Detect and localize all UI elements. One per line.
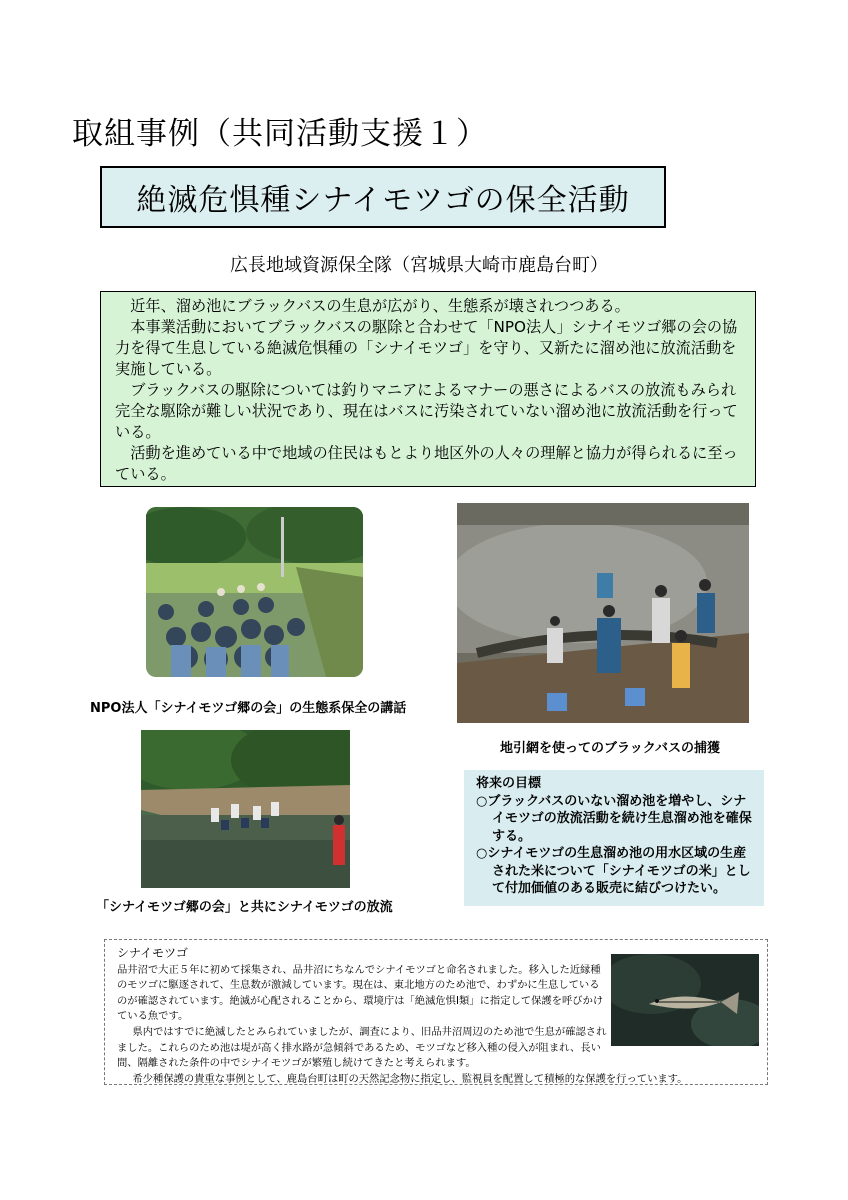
summary-paragraph: 本事業活動においてブラックバスの駆除と合わせて「NPO法人」シナイモツゴ郷の会の協力を得て生息している絶滅危惧種の「シナイモツゴ」を守り、又新たに溜め池に放流活動を実施している。 [115, 318, 738, 378]
species-info-box [104, 939, 768, 1085]
release-photo [141, 730, 350, 888]
goal-item: ○ブラックバスのいない溜め池を増やし、シナイモツゴの放流活動を続け生息溜め池を確保する。 [476, 793, 752, 844]
info-paragraph: 希少種保護の貴重な事例として、鹿島台町は町の天然記念物に指定し、監視員を配置して積極的な保護を行っています。 [132, 1072, 688, 1085]
goal-item: ○シナイモツゴの生息溜め池の用水区域の生産された米について「シナイモツゴの米」として付加価値のある販売に結びつけたい。 [476, 846, 751, 896]
summary-paragraph: 活動を進めている中で地域の住民はもとより地区外の人々の理解と協力が得られるに至っている。 [115, 444, 738, 483]
lecture-photo [146, 507, 363, 677]
info-heading: シナイモツゴ [117, 946, 188, 960]
fish-photo [611, 954, 759, 1046]
summary-paragraph: ブラックバスの駆除については釣りマニアによるマナーの悪さによるバスの放流もみられ完全な駆除が難しい状況であり、現在はバスに汚染されていない溜め池に放流活動を行っている。 [115, 381, 738, 441]
organization-name: 広長地域資源保全隊（宮城県大崎市鹿島台町） [230, 255, 608, 276]
lecture-caption: NPO法人「シナイモツゴ郷の会」の生態系保全の講話 [90, 701, 407, 716]
main-title-box [100, 166, 666, 228]
goals-heading: 将来の目標 [476, 776, 542, 791]
summary-paragraph: 近年、溜め池にブラックバスの生息が広がり、生態系が壊されつつある。 [130, 297, 630, 315]
main-title: 絶滅危惧種シナイモツゴの保全活動 [136, 183, 630, 218]
netting-photo [457, 503, 749, 723]
future-goals-box [464, 770, 764, 906]
info-paragraph: 県内ではすでに絶滅したとみられていましたが、調査により、旧品井沼周辺のため池で生息が確認されました。これらのため池は堤が高く排水路が急傾斜であるため、モツゴなど移入種の侵入が阻まれ、長い間、隔離された条件の中でシナイモツゴが繁殖し続けてきたと考えられます。 [117, 1025, 607, 1070]
summary-box [100, 291, 756, 487]
info-paragraph: 品井沼で大正５年に初めて採集され、品井沼にちなんでシナイモツゴと命名されました。移入した近縁種のモツゴに駆逐されて、生息数が激減しています。現在は、東北地方のため池で、わずかに生息しているのが確認されています。絶滅が心配されることから、環境庁は「絶滅危惧Ⅰ類」に指定して保護を呼びかけている魚です。 [117, 963, 604, 1023]
page-title: 取組事例（共同活動支援１） [72, 116, 488, 152]
netting-caption: 地引網を使ってのブラックバスの捕獲 [500, 741, 720, 756]
release-caption: 「シナイモツゴ郷の会」と共にシナイモツゴの放流 [96, 900, 393, 915]
